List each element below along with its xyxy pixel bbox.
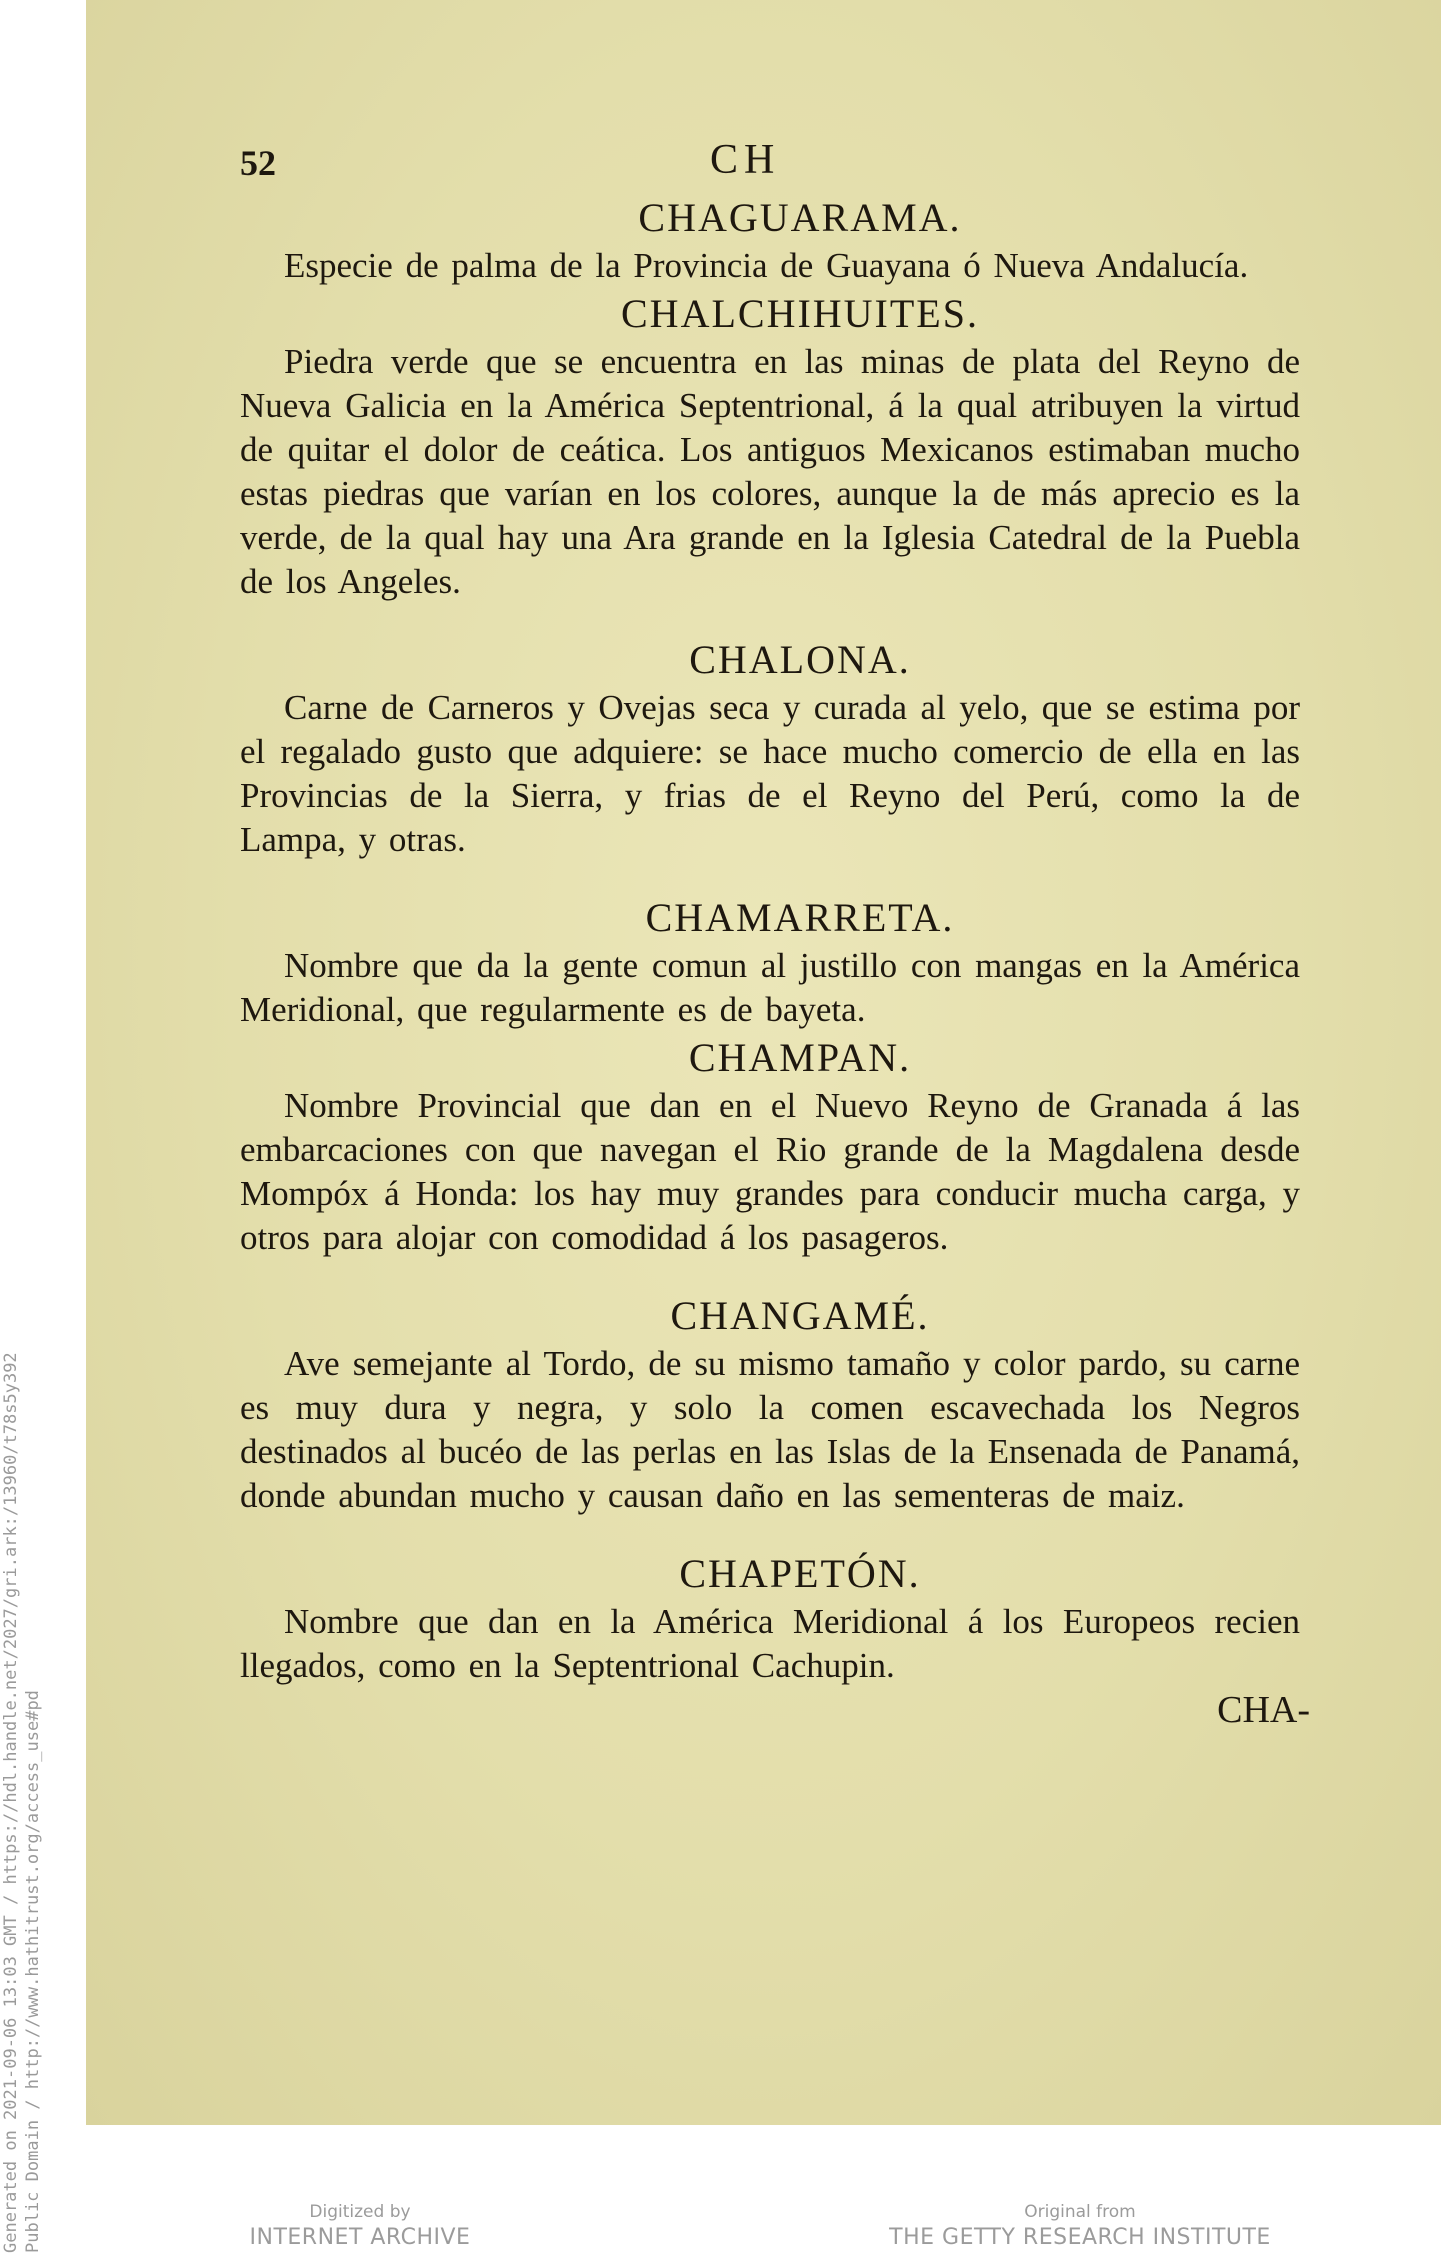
entry-definition: Nombre Provincial que dan en el Nuevo Reyno de Granada á las embarcaciones con que navegan el Rio grande de la Magdalena desde Mompóx á Honda: los hay muy grandes para conducir mucha carga, y otros para alojar con comodidad á los pasageros. bbox=[240, 1086, 1300, 1257]
entry-definition: Nombre que dan en la América Meridional á los Europeos recien llegados, como en la Septentrional Cachupin. bbox=[240, 1602, 1300, 1685]
digitized-by-label: Digitized by bbox=[309, 2202, 411, 2222]
hathitrust-access-stamp bbox=[0, 1095, 44, 2255]
stamp-line-rights: Public Domain / http://www.hathitrust.org/access_use#pd bbox=[23, 1690, 43, 2253]
entry-definition: Nombre que da la gente comun al justillo con mangas en la América Meridional, que regularmente es de bayeta. bbox=[240, 946, 1300, 1029]
dictionary-entry bbox=[240, 1290, 1300, 1518]
catchword: CHA- bbox=[1217, 1689, 1310, 1731]
digitized-by-credit bbox=[230, 2200, 490, 2252]
scanned-book-page bbox=[86, 0, 1441, 2125]
source-institution-name: THE GETTY RESEARCH INSTITUTE bbox=[889, 2225, 1271, 2250]
page-header bbox=[240, 130, 1300, 192]
dictionary-entry bbox=[240, 192, 1300, 288]
entry-headword: CHALONA. bbox=[689, 637, 911, 682]
dictionary-entry bbox=[240, 1548, 1300, 1688]
digitizer-name: INTERNET ARCHIVE bbox=[249, 2225, 471, 2250]
original-from-label: Original from bbox=[1024, 2202, 1136, 2222]
stamp-line-generated: Generated on 2021-09-06 13:03 GMT / https://hdl.handle.net/2027/gri.ark:/13960/t78s5y392 bbox=[1, 1352, 21, 2253]
page-content bbox=[240, 130, 1310, 1732]
dictionary-entry bbox=[240, 1032, 1300, 1260]
dictionary-entry bbox=[240, 288, 1300, 604]
entry-headword: CHALCHIHUITES. bbox=[621, 291, 979, 336]
entry-headword: CHAMPAN. bbox=[688, 1035, 912, 1080]
page-number: 52 bbox=[240, 143, 276, 183]
entry-definition: Especie de palma de la Provincia de Guayana ó Nueva Andalucía. bbox=[284, 246, 1249, 285]
section-heading: CH bbox=[710, 137, 781, 183]
dictionary-entry bbox=[240, 634, 1300, 862]
original-from-credit bbox=[880, 2200, 1280, 2252]
entry-headword: CHAMARRETA. bbox=[645, 895, 955, 940]
entry-headword: CHAPETÓN. bbox=[679, 1551, 921, 1596]
entry-headword: CHANGAMÉ. bbox=[670, 1293, 930, 1338]
entry-definition: Carne de Carneros y Ovejas seca y curada al yelo, que se estima por el regalado gusto que adquiere: se hace mucho comercio de ella en las Provincias de la Sierra, y frias de el Reyno del Perú, como la de Lampa, y otras. bbox=[240, 688, 1300, 859]
entry-definition: Ave semejante al Tordo, de su mismo tamaño y color pardo, su carne es muy dura y negra, y solo la comen escavechada los Negros destinados al bucéo de las perlas en las Islas de la Ensenada de Panamá, donde abundan mucho y causan daño en las sementeras de maiz. bbox=[240, 1344, 1300, 1515]
entry-definition: Piedra verde que se encuentra en las minas de plata del Reyno de Nueva Galicia en la América Septentrional, á la qual atribuyen la virtud de quitar el dolor de ceática. Los antiguos Mexicanos estimaban mucho estas piedras que varían en los colores, aunque la de más aprecio es la verde, de la qual hay una Ara grande en la Iglesia Catedral de la Puebla de los Angeles. bbox=[240, 342, 1300, 601]
entry-headword: CHAGUARAMA. bbox=[638, 195, 962, 240]
dictionary-entry bbox=[240, 892, 1300, 1032]
